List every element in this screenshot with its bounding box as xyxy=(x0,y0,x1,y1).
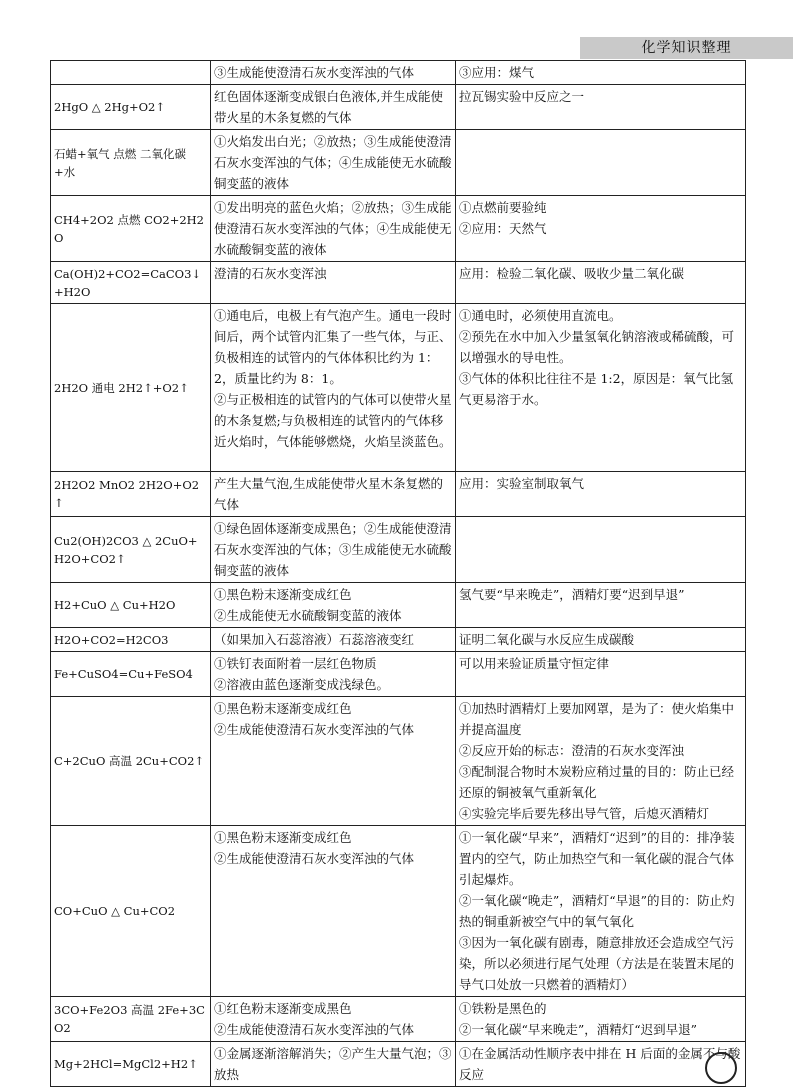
note-cell: 应用：检验二氧化碳、吸收少量二氧化碳 xyxy=(456,262,746,304)
equation-cell xyxy=(51,61,211,85)
note-cell: ①加热时酒精灯上要加网罩，是为了：使火焰集中并提高温度 ②反应开始的标志：澄清的石灰水变浑浊 ③配制混合物时木炭粉应稍过量的目的：防止已经还原的铜被氧气重新氧化 ④实验完毕后要先移出导气管，后熄灭酒精灯 xyxy=(456,697,746,826)
table-row xyxy=(51,472,746,517)
equation-cell: 石蜡+氧气 点燃 二氧化碳+水 xyxy=(51,130,211,196)
phenomenon-cell: ①火焰发出白光；②放热；③生成能使澄清石灰水变浑浊的气体；④生成能使无水硫酸铜变蓝的液体 xyxy=(211,130,456,196)
note-cell: ③应用：煤气 xyxy=(456,61,746,85)
phenomenon-cell: 红色固体逐渐变成银白色液体,并生成能使带火星的木条复燃的气体 xyxy=(211,85,456,130)
note-cell: ①铁粉是黑色的 ②一氧化碳“早来晚走”，酒精灯“迟到早退” xyxy=(456,997,746,1042)
table-row xyxy=(51,997,746,1042)
table-row xyxy=(51,196,746,262)
table-row xyxy=(51,583,746,628)
equation-cell: C+2CuO 高温 2Cu+CO2↑ xyxy=(51,697,211,826)
note-cell: 证明二氧化碳与水反应生成碳酸 xyxy=(456,628,746,652)
equation-cell: 3CO+Fe2O3 高温 2Fe+3CO2 xyxy=(51,997,211,1042)
table-row xyxy=(51,628,746,652)
note-cell: 拉瓦锡实验中反应之一 xyxy=(456,85,746,130)
table-row xyxy=(51,652,746,697)
note-cell xyxy=(456,517,746,583)
phenomenon-cell: 澄清的石灰水变浑浊 xyxy=(211,262,456,304)
phenomenon-cell: ①黑色粉末逐渐变成红色 ②生成能使澄清石灰水变浑浊的气体 xyxy=(211,826,456,997)
phenomenon-cell: ③生成能使澄清石灰水变浑浊的气体 xyxy=(211,61,456,85)
equation-cell: 2H2O 通电 2H2↑+O2↑ xyxy=(51,304,211,472)
note-cell: ①点燃前要验纯 ②应用：天然气 xyxy=(456,196,746,262)
note-cell: ①通电时，必须使用直流电。 ②预先在水中加入少量氢氧化钠溶液或稀硫酸，可以增强水的导电性。 ③气体的体积比往往不是 1:2，原因是：氧气比氢气更易溶于水。 xyxy=(456,304,746,472)
equation-cell: CH4+2O2 点燃 CO2+2H2O xyxy=(51,196,211,262)
note-cell: ①在金属活动性顺序表中排在 H 后面的金属不与酸反应 xyxy=(456,1042,746,1087)
equation-cell: Cu2(OH)2CO3 △ 2CuO+H2O+CO2↑ xyxy=(51,517,211,583)
phenomenon-cell: ①金属逐渐溶解消失；②产生大量气泡；③放热 xyxy=(211,1042,456,1087)
note-cell: 应用：实验室制取氧气 xyxy=(456,472,746,517)
phenomenon-cell: ①黑色粉末逐渐变成红色 ②生成能使澄清石灰水变浑浊的气体 xyxy=(211,697,456,826)
note-cell: ①一氧化碳“早来”，酒精灯“迟到”的目的：排净装置内的空气，防止加热空气和一氧化碳的混合气体引起爆炸。 ②一氧化碳“晚走”，酒精灯“早退”的目的：防止灼热的铜重新被空气中的氧气氧化 ③因为一氧化碳有剧毒，随意排放还会造成空气污染，所以必须进行尾气处理（方法是在装置末尾的导气口处放一只燃着的酒精灯） xyxy=(456,826,746,997)
table-row xyxy=(51,85,746,130)
phenomenon-cell: ①铁钉表面附着一层红色物质 ②溶液由蓝色逐渐变成浅绿色。 xyxy=(211,652,456,697)
phenomenon-cell: ①绿色固体逐渐变成黑色；②生成能使澄清石灰水变浑浊的气体；③生成能使无水硫酸铜变蓝的液体 xyxy=(211,517,456,583)
page-corner-mark xyxy=(705,1052,737,1084)
table-row xyxy=(51,1042,746,1087)
equation-cell: Fe+CuSO4=Cu+FeSO4 xyxy=(51,652,211,697)
phenomenon-cell: ①通电后，电极上有气泡产生。通电一段时间后，两个试管内汇集了一些气体，与正、负极相连的试管内的气体体积比约为 1：2，质量比约为 8：1。 ②与正极相连的试管内的气体可以使带火星的木条复燃;与负极相连的试管内的气体移近火焰时，气体能够燃烧，火焰呈淡蓝色。 xyxy=(211,304,456,472)
table-row xyxy=(51,304,746,472)
equation-cell: H2O+CO2=H2CO3 xyxy=(51,628,211,652)
phenomenon-cell: ①黑色粉末逐渐变成红色 ②生成能使无水硫酸铜变蓝的液体 xyxy=(211,583,456,628)
table-row xyxy=(51,517,746,583)
reaction-table xyxy=(50,60,746,1087)
equation-cell: CO+CuO △ Cu+CO2 xyxy=(51,826,211,997)
equation-cell: Mg+2HCl=MgCl2+H2↑ xyxy=(51,1042,211,1087)
phenomenon-cell: 产生大量气泡,生成能使带火星木条复燃的气体 xyxy=(211,472,456,517)
table-row xyxy=(51,61,746,85)
phenomenon-cell: （如果加入石蕊溶液）石蕊溶液变红 xyxy=(211,628,456,652)
note-cell xyxy=(456,130,746,196)
table-row xyxy=(51,130,746,196)
table-row xyxy=(51,826,746,997)
equation-cell: 2H2O2 MnO2 2H2O+O2↑ xyxy=(51,472,211,517)
equation-cell: 2HgO △ 2Hg+O2↑ xyxy=(51,85,211,130)
phenomenon-cell: ①发出明亮的蓝色火焰；②放热；③生成能使澄清石灰水变浑浊的气体；④生成能使无水硫酸铜变蓝的液体 xyxy=(211,196,456,262)
note-cell: 氢气要“早来晚走”，酒精灯要“迟到早退” xyxy=(456,583,746,628)
phenomenon-cell: ①红色粉末逐渐变成黑色 ②生成能使澄清石灰水变浑浊的气体 xyxy=(211,997,456,1042)
table-row xyxy=(51,262,746,304)
equation-cell: H2+CuO △ Cu+H2O xyxy=(51,583,211,628)
table-row xyxy=(51,697,746,826)
equation-cell: Ca(OH)2+CO2=CaCO3↓+H2O xyxy=(51,262,211,304)
note-cell: 可以用来验证质量守恒定律 xyxy=(456,652,746,697)
section-tab: 化学知识整理 xyxy=(580,37,793,59)
